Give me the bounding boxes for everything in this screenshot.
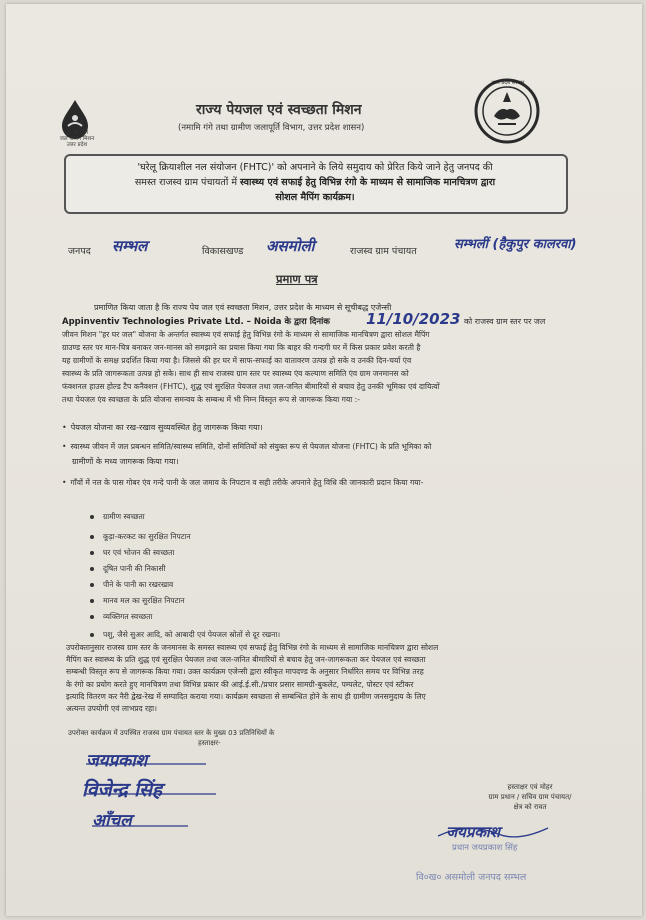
signature-strokes xyxy=(82,744,222,844)
body-line-7: फंक्शनल हाउस होल्ड टैप कनैक्शन (FHTC), शुद्ध एवं सुरक्षित पेयजल तथा जल-जनित बीमारियों से बचाव हेतु उनकी भूमिका एवं दायित्वों xyxy=(62,382,440,391)
topic-item-1: ग्रामीण स्वच्छता xyxy=(90,512,145,522)
signature-block-labels: हस्ताक्षर एवं मोहर ग्राम प्रधान / सचिव ग्राम पंचायत/ क्षेत्र को रावत xyxy=(488,783,572,811)
district-label: जनपद xyxy=(68,246,91,257)
certificate-title: प्रमाण पत्र xyxy=(276,272,318,286)
up-government-emblem xyxy=(474,78,540,144)
block-value: असमोली xyxy=(266,237,315,255)
address-row xyxy=(68,237,642,262)
district-value: सम्भल xyxy=(112,237,148,255)
program-date: 11/10/2023 xyxy=(366,310,461,328)
body-line-8: तथा पेयजल एंव स्वच्छता के प्रति योजना समन्वय के सम्बन्ध में भी निम्न विस्तृत रूप से जागरूक किया गया :- xyxy=(62,395,360,404)
summary-paragraph: उपरोक्तानुसार राजस्व ग्राम स्तर के जनमानस के समस्त स्वास्थ्य एवं सफाई हेतु विभिन्न रंगो के माध्यम से सामाजिक मानचित्रण द्वारा सोशल मैपिंग कर स्वास्थ्य के प्रति शुद्ध एवं सुरक्षित पेयजल तथा जल-जनित बीमारियों से बचाव हेतु जन-जागरूकता कर पेयजल एवं स्वच्छता सम्बन्धी विस्तृत रूप से जागरूक किया गया। उक्त कार्यक्रम एजेन्सी द्वारा स्वीकृत मापदण्ड के अनुसार निर्धारित समय पर विभिन्न तरह के रंगो का प्रयोग करते हुए मानचित्रण तथा विभिन्न प्रकार की आई.ई.सी./प्रचार प्रसार सामग्री-बुकलेट, पम्पलेट, पोस्टर एवं स्टीकर इत्यादि वितरण कर नैरी द्वेख-रेख में सम्पादित कराया गया। कार्यक्रम स्वच्छता से सम्बन्धित होने के साथ ही ग्रामीण जनसमुदाय के लिए अत्यन्त उपयोगी एवं लाभप्रद रहा। xyxy=(66,643,439,714)
emblem-text: उत्तर प्रदेश सरकार xyxy=(491,80,525,86)
bullet-3: • गाँवों में नल के पास गोबर एंव गन्दे पानी के जल जमाव के निपटान व सही तरीके अपनाने हेतु विधि की जानकारी प्रदान किया गया- xyxy=(62,478,424,487)
topic-text: 'घरेलू क्रियाशील नल संयोजन (FHTC)' को अपनाने के लिये समुदाय को प्रेरित किये जाने हेतु जनपद की समस्त राजस्व ग्राम पंचायतों में स्वास्थ्य एवं सफाई हेतु विभिन्न रंगो के माध्यम से सामाजिक मानचित्रण द्वारा सोशल मैपिंग कार्यक्रम। xyxy=(134,162,496,203)
topic-item-6: मानव मल का सुरक्षित निपटान xyxy=(90,596,185,606)
topic-item-2: कूड़ा-करकट का सुरक्षित निपटान xyxy=(90,532,191,542)
topic-item-3: घर एवं भोजन की स्वच्छता xyxy=(90,548,174,558)
body-line-3: जीवन मिशन "हर घर जल" योजना के अन्तर्गत स्वास्थ्य एवं सफाई हेतु विभिन्न रंगो के माध्यम से सामाजिक मानचित्रण द्वारा सोशल मैपिंग xyxy=(62,330,430,339)
bullet-2: • स्वास्थ्य जीवन में जल प्रबन्धन समिति/स्वास्थ्य समिति, दोनों समितियों को संयुक्त रूप से पेयजल योजना (FHTC) के प्रति भूमिका को xyxy=(62,442,432,451)
village-label: राजस्व ग्राम पंचायत xyxy=(350,246,417,257)
block-label: विकासखण्ड xyxy=(202,246,244,257)
pradhan-signature: जयप्रकाश xyxy=(446,823,500,841)
certificate-page xyxy=(6,4,642,916)
body-line-5: यह ग्रामीणों के समक्ष प्रदर्शित किया गया है। जिससे की हर घर में साफ-सफाई का वातावरण उत्पन्न हो सके व उनकी दिन-चर्या एंव xyxy=(62,356,412,365)
logo-left-caption: हर घर जल जल जीवन मिशन उत्तर प्रदेश xyxy=(59,130,95,148)
signature-2: विजेन्द्र सिंह xyxy=(82,779,163,801)
topic-item-8: पशु, जैसे सुअर आदि, को आबादी एवं पेयजल स्रोतों से दूर रखना। xyxy=(90,630,280,640)
topic-item-5: पीने के पानी का रखरखाव xyxy=(90,580,173,590)
bullet-1: • पेयजल योजना का रख-रखाव सुव्यवस्थित हेतु जागरूक किया गया। xyxy=(62,423,263,432)
pradhan-stamp: प्रधान जयप्रकाश सिंह xyxy=(452,843,518,853)
body-line-1: प्रमाणित किया जाता है कि राज्य पेय जल एवं स्वच्छता मिशन, उत्तर प्रदेश के माध्यम से सूचीबद्ध एजेन्सी xyxy=(94,303,392,312)
body-line-2: Appinventiv Technologies Private Ltd. – Noida के द्वारा दिनांक xyxy=(62,317,330,327)
bullet-2-cont: ग्रामीणों के मध्य जागरूक किया गया। xyxy=(72,457,179,466)
village-value: सम्भलीं (हैकुपुर कालरवा) xyxy=(454,237,577,252)
mission-title: राज्य पेयजल एवं स्वच्छता मिशन xyxy=(196,102,362,118)
attendees-note: उपरोक्त कार्यक्रम में उपस्थित राजस्व ग्राम पंचायत स्तर के मुख्य 03 प्रतिनिधियों के हस्ताक्षर- xyxy=(68,729,275,747)
signature-1: जयप्रकाश xyxy=(86,751,148,771)
mission-subtitle: (नमामि गंगे तथा ग्रामीण जलापूर्ति विभाग, उत्तर प्रदेश शासन) xyxy=(178,123,365,133)
topic-item-7: व्यक्तिगत स्वच्छता xyxy=(90,612,152,622)
body-line-2b: को राजस्व ग्राम स्तर पर जल xyxy=(464,317,546,326)
signature-3: आँचल xyxy=(92,811,132,831)
body-line-4: ग्राउण्ड स्तर पर मान-चित्र बनाकर जन-मानस को समझाने का प्रयास किया गया कि बाहर की गन्दगी घर में किस प्रकार प्रवेश करती है xyxy=(62,343,421,352)
block-stamp: वि०ख० असमोली जनपद सम्भल xyxy=(416,872,527,883)
body-line-6: स्वास्थ्य के प्रति जागरूकता उत्पन्न हो सके। साथ ही साथ राजस्व ग्राम स्तर पर स्वास्थ्य एंव कल्याण समिति एंव ग्राम जनमानस को xyxy=(62,369,409,378)
topic-item-4: दूषित पानी की निकासी xyxy=(90,564,166,574)
